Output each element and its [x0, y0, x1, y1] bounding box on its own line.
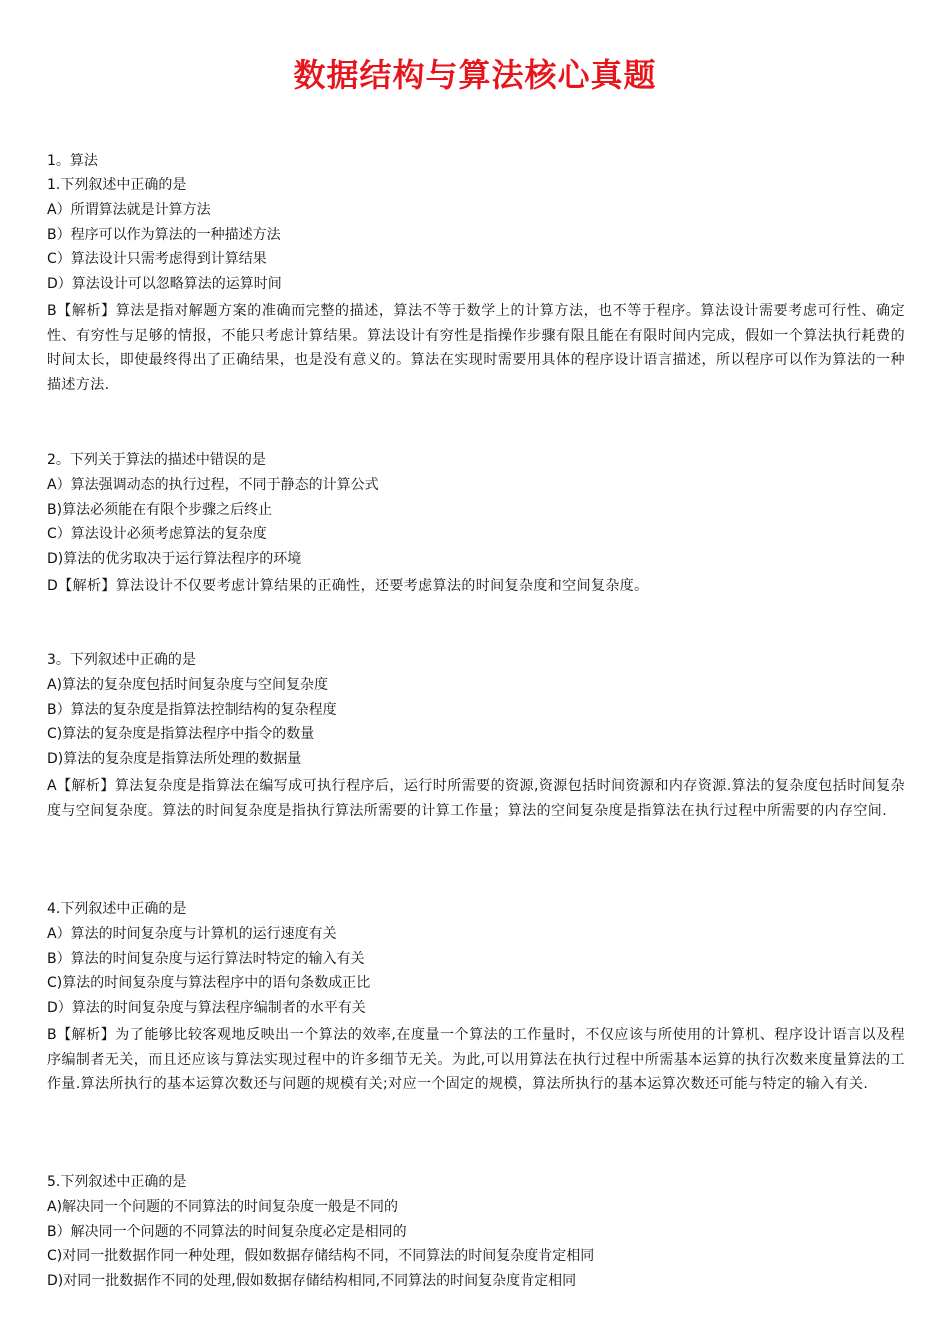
option-b: B）解决同一个问题的不同算法的时间复杂度必定是相同的	[47, 1223, 407, 1240]
question-4	[47, 899, 905, 1097]
option-c: C）算法设计必须考虑算法的复杂度	[47, 526, 267, 543]
section-heading: 1。算法	[47, 153, 98, 169]
option-c: C)对同一批数据作同一种处理，假如数据存储结构不同，不同算法的时间复杂度肯定相同	[47, 1248, 595, 1265]
option-b: B）程序可以作为算法的一种描述方法	[47, 226, 281, 243]
option-d: D)对同一批数据作不同的处理,假如数据存储结构相同,不同算法的时间复杂度肯定相同	[47, 1273, 577, 1290]
option-c: C）算法设计只需考虑得到计算结果	[47, 251, 267, 268]
document-title: 数据结构与算法核心真题	[293, 56, 657, 94]
answer-analysis: A【解析】算法复杂度是指算法在编写成可执行程序后，运行时所需要的资源,资源包括时间资源和内存资源.算法的复杂度包括时间复杂度与空间复杂度。算法的时间复杂度是指执行算法所需要的计算工作量；算法的空间复杂度是指算法在执行过程中所需要的内存空间.	[47, 777, 905, 819]
question-stem: 1.下列叙述中正确的是	[47, 177, 187, 193]
option-a: A）算法强调动态的执行过程，不同于静态的计算公式	[47, 476, 379, 493]
option-b: B）算法的时间复杂度与运行算法时特定的输入有关	[47, 950, 365, 967]
question-stem: 4.下列叙述中正确的是	[47, 901, 187, 917]
question-3	[47, 650, 905, 823]
question-stem: 5.下列叙述中正确的是	[47, 1174, 187, 1190]
question-2	[47, 450, 905, 599]
question-1	[47, 175, 905, 397]
option-a: A）算法的时间复杂度与计算机的运行速度有关	[47, 925, 337, 942]
option-d: D）算法的时间复杂度与算法程序编制者的水平有关	[47, 1000, 366, 1017]
answer-analysis: B【解析】为了能够比较客观地反映出一个算法的效率,在度量一个算法的工作量时，不仅应该与所使用的计算机、程序设计语言以及程序编制者无关，而且还应该与算法实现过程中的许多细节无关。为此,可以用算法在执行过程中所需基本运算的执行次数来度量算法的工作量.算法所执行的基本运算次数还与问题的规模有关;对应一个固定的规模，算法所执行的基本运算次数还可能与特定的输入有关.	[47, 1026, 905, 1093]
option-b: B）算法的复杂度是指算法控制结构的复杂程度	[47, 701, 337, 718]
option-a: A)算法的复杂度包括时间复杂度与空间复杂度	[47, 676, 329, 693]
answer-analysis: B【解析】算法是指对解题方案的准确而完整的描述，算法不等于数学上的计算方法，也不等于程序。算法设计需要考虑可行性、确定性、有穷性与足够的情报，不能只考虑计算结果。算法设计有穷性是指操作步骤有限且能在有限时间内完成，假如一个算法执行耗费的时间太长，即使最终得出了正确结果，也是没有意义的。算法在实现时需要用具体的程序设计语言描述，所以程序可以作为算法的一种描述方法.	[47, 302, 905, 393]
option-d: D)算法的复杂度是指算法所处理的数据量	[47, 751, 302, 768]
question-stem: 3。下列叙述中正确的是	[47, 652, 196, 668]
option-a: A)解决同一个问题的不同算法的时间复杂度一般是不同的	[47, 1198, 399, 1215]
option-b: B)算法必须能在有限个步骤之后终止	[47, 501, 273, 518]
option-c: C)算法的复杂度是指算法程序中指令的数量	[47, 726, 315, 743]
option-a: A）所谓算法就是计算方法	[47, 201, 211, 218]
question-5	[47, 1172, 905, 1296]
option-d: D)算法的优劣取决于运行算法程序的环境	[47, 551, 302, 568]
option-d: D）算法设计可以忽略算法的运算时间	[47, 276, 282, 293]
question-stem: 2。下列关于算法的描述中错误的是	[47, 452, 266, 468]
option-c: C)算法的时间复杂度与算法程序中的语句条数成正比	[47, 975, 371, 992]
answer-analysis: D【解析】算法设计不仅要考虑计算结果的正确性，还要考虑算法的时间复杂度和空间复杂度。	[47, 577, 649, 594]
